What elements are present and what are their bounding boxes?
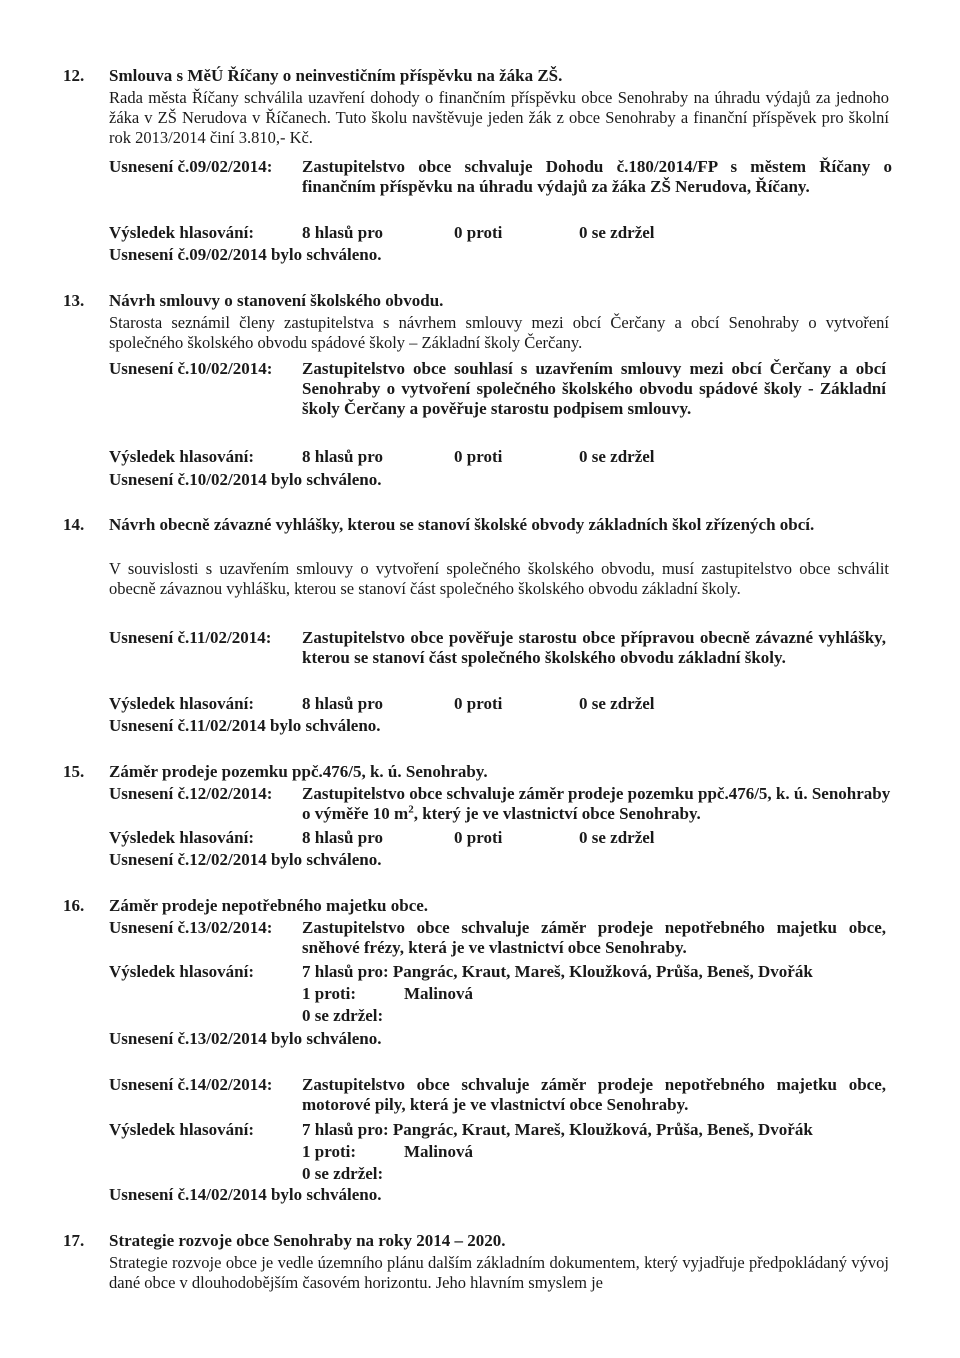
- vote-proti: 0 proti: [454, 447, 503, 466]
- resolution-label: Usnesení č.09/02/2014:: [109, 157, 273, 176]
- approval-text: Usnesení č.09/02/2014 bylo schváleno.: [109, 245, 382, 264]
- approval-text: Usnesení č.11/02/2014 bylo schváleno.: [109, 716, 381, 735]
- resolution-text: Zastupitelstvo obce schvaluje záměr prodeje nepotřebného majetku obce, sněhové frézy, která je ve vlastnictví obce Senohraby.: [302, 918, 886, 957]
- section-number: 14.: [63, 515, 85, 534]
- section-title: Návrh obecně závazné vyhlášky, kterou se stanoví školské obvody základních škol zřízených obcí.: [109, 515, 815, 534]
- resolution-label: Usnesení č.10/02/2014:: [109, 359, 273, 378]
- resolution-text: Zastupitelstvo obce schvaluje záměr prodeje nepotřebného majetku obce, motorové pily, která je ve vlastnictví obce Senohraby.: [302, 1075, 886, 1114]
- vote-zdrzel: 0 se zdržel:: [302, 1164, 384, 1183]
- section-number: 17.: [63, 1231, 85, 1250]
- vote-proti: 0 proti: [454, 828, 503, 847]
- resolution-text: Zastupitelstvo obce schvaluje Dohodu č.180/2014/FP s městem Říčany o finančním příspěvku na úhradu výdajů za žáka ZŠ Nerudova, Říčany.: [302, 157, 892, 196]
- resolution-label: Usnesení č.12/02/2014:: [109, 784, 273, 803]
- section-title: Záměr prodeje nepotřebného majetku obce.: [109, 896, 429, 915]
- vote-label: Výsledek hlasování:: [109, 1120, 254, 1139]
- vote-zdrzel: 0 se zdržel:: [302, 1006, 384, 1025]
- vote-zdrzel: 0 se zdržel: [579, 694, 655, 713]
- resolution-text: Zastupitelstvo obce schvaluje záměr prodeje pozemku ppč.476/5, k. ú. Senohraby o výměře 10 $m^2$, který je ve vlastnictví obce Senohraby.: [302, 784, 891, 823]
- vote-label: Výsledek hlasování:: [109, 828, 254, 847]
- vote-zdrzel: 0 se zdržel: [579, 828, 655, 847]
- vote-pro: 8 hlasů pro: [302, 223, 383, 242]
- vote-proti-label: 1 proti:: [302, 984, 356, 1003]
- approval-text: Usnesení č.13/02/2014 bylo schváleno.: [109, 1029, 382, 1048]
- resolution-label: Usnesení č.14/02/2014:: [109, 1075, 273, 1094]
- section-title: Návrh smlouvy o stanovení školského obvodu.: [109, 291, 444, 310]
- approval-text: Usnesení č.12/02/2014 bylo schváleno.: [109, 850, 382, 869]
- vote-label: Výsledek hlasování:: [109, 694, 254, 713]
- vote-zdrzel: 0 se zdržel: [579, 447, 655, 466]
- section-number: 12.: [63, 66, 85, 85]
- vote-proti: 0 proti: [454, 223, 503, 242]
- vote-proti-name: Malinová: [404, 1142, 473, 1161]
- approval-text: Usnesení č.10/02/2014 bylo schváleno.: [109, 470, 382, 489]
- section-paragraph: Rada města Říčany schválila uzavření dohody o finančním příspěvku obce Senohraby na úhradu výdajů za jednoho žáka v ZŠ Nerudova v Říčanech. Tuto školu navštěvuje jeden žák z obce Senohraby a finanční příspěvek pro školní rok 2013/2014 činí 3.810,- Kč.: [109, 88, 889, 147]
- vote-pro: 8 hlasů pro: [302, 447, 383, 466]
- vote-label: Výsledek hlasování:: [109, 962, 254, 981]
- vote-pro: 8 hlasů pro: [302, 828, 383, 847]
- section-number: 15.: [63, 762, 85, 781]
- section-number: 16.: [63, 896, 85, 915]
- section-paragraph: V souvislosti s uzavřením smlouvy o vytvoření společného školského obvodu, musí zastupitelstvo obce schválit obecně závaznou vyhlášku, kterou se stanoví část společného školského obvodu základní školy.: [109, 559, 889, 598]
- vote-pro: 7 hlasů pro: Pangrác, Kraut, Mareš, Kloužková, Průša, Beneš, Dvořák: [302, 962, 813, 981]
- section-title: Smlouva s MěÚ Říčany o neinvestičním příspěvku na žáka ZŠ.: [109, 66, 563, 85]
- resolution-label: Usnesení č.13/02/2014:: [109, 918, 273, 937]
- vote-label: Výsledek hlasování:: [109, 447, 254, 466]
- resolution-text: Zastupitelstvo obce souhlasí s uzavřením smlouvy mezi obcí Čerčany a obcí Senohraby o vytvoření společného školského obvodu spádové školy - Základní školy Čerčany a pověřuje starostu podpisem smlouvy.: [302, 359, 886, 418]
- section-number: 13.: [63, 291, 85, 310]
- vote-pro: 8 hlasů pro: [302, 694, 383, 713]
- vote-label: Výsledek hlasování:: [109, 223, 254, 242]
- vote-proti: 0 proti: [454, 694, 503, 713]
- approval-text: Usnesení č.14/02/2014 bylo schváleno.: [109, 1185, 382, 1204]
- section-title: Strategie rozvoje obce Senohraby na roky 2014 – 2020.: [109, 1231, 506, 1250]
- vote-zdrzel: 0 se zdržel: [579, 223, 655, 242]
- vote-pro: 7 hlasů pro: Pangrác, Kraut, Mareš, Kloužková, Průša, Beneš, Dvořák: [302, 1120, 813, 1139]
- resolution-label: Usnesení č.11/02/2014:: [109, 628, 272, 647]
- resolution-text: Zastupitelstvo obce pověřuje starostu obce přípravou obecně závazné vyhlášky, kterou se stanoví část společného školského obvodu základní školy.: [302, 628, 886, 667]
- section-paragraph: Starosta seznámil členy zastupitelstva s návrhem smlouvy mezi obcí Čerčany a obcí Senohraby o vytvoření společného školského obvodu spádové školy – Základní školy Čerčany.: [109, 313, 889, 352]
- section-paragraph: Strategie rozvoje obce je vedle územního plánu dalším základním dokumentem, který vyjadřuje předpokládaný vývoj dané obce v dlouhodobějším časovém horizontu. Jeho hlavním smyslem je: [109, 1253, 889, 1292]
- vote-proti-name: Malinová: [404, 984, 473, 1003]
- vote-proti-label: 1 proti:: [302, 1142, 356, 1161]
- superscript: 2: [408, 803, 414, 816]
- section-title: Záměr prodeje pozemku ppč.476/5, k. ú. Senohraby.: [109, 762, 488, 781]
